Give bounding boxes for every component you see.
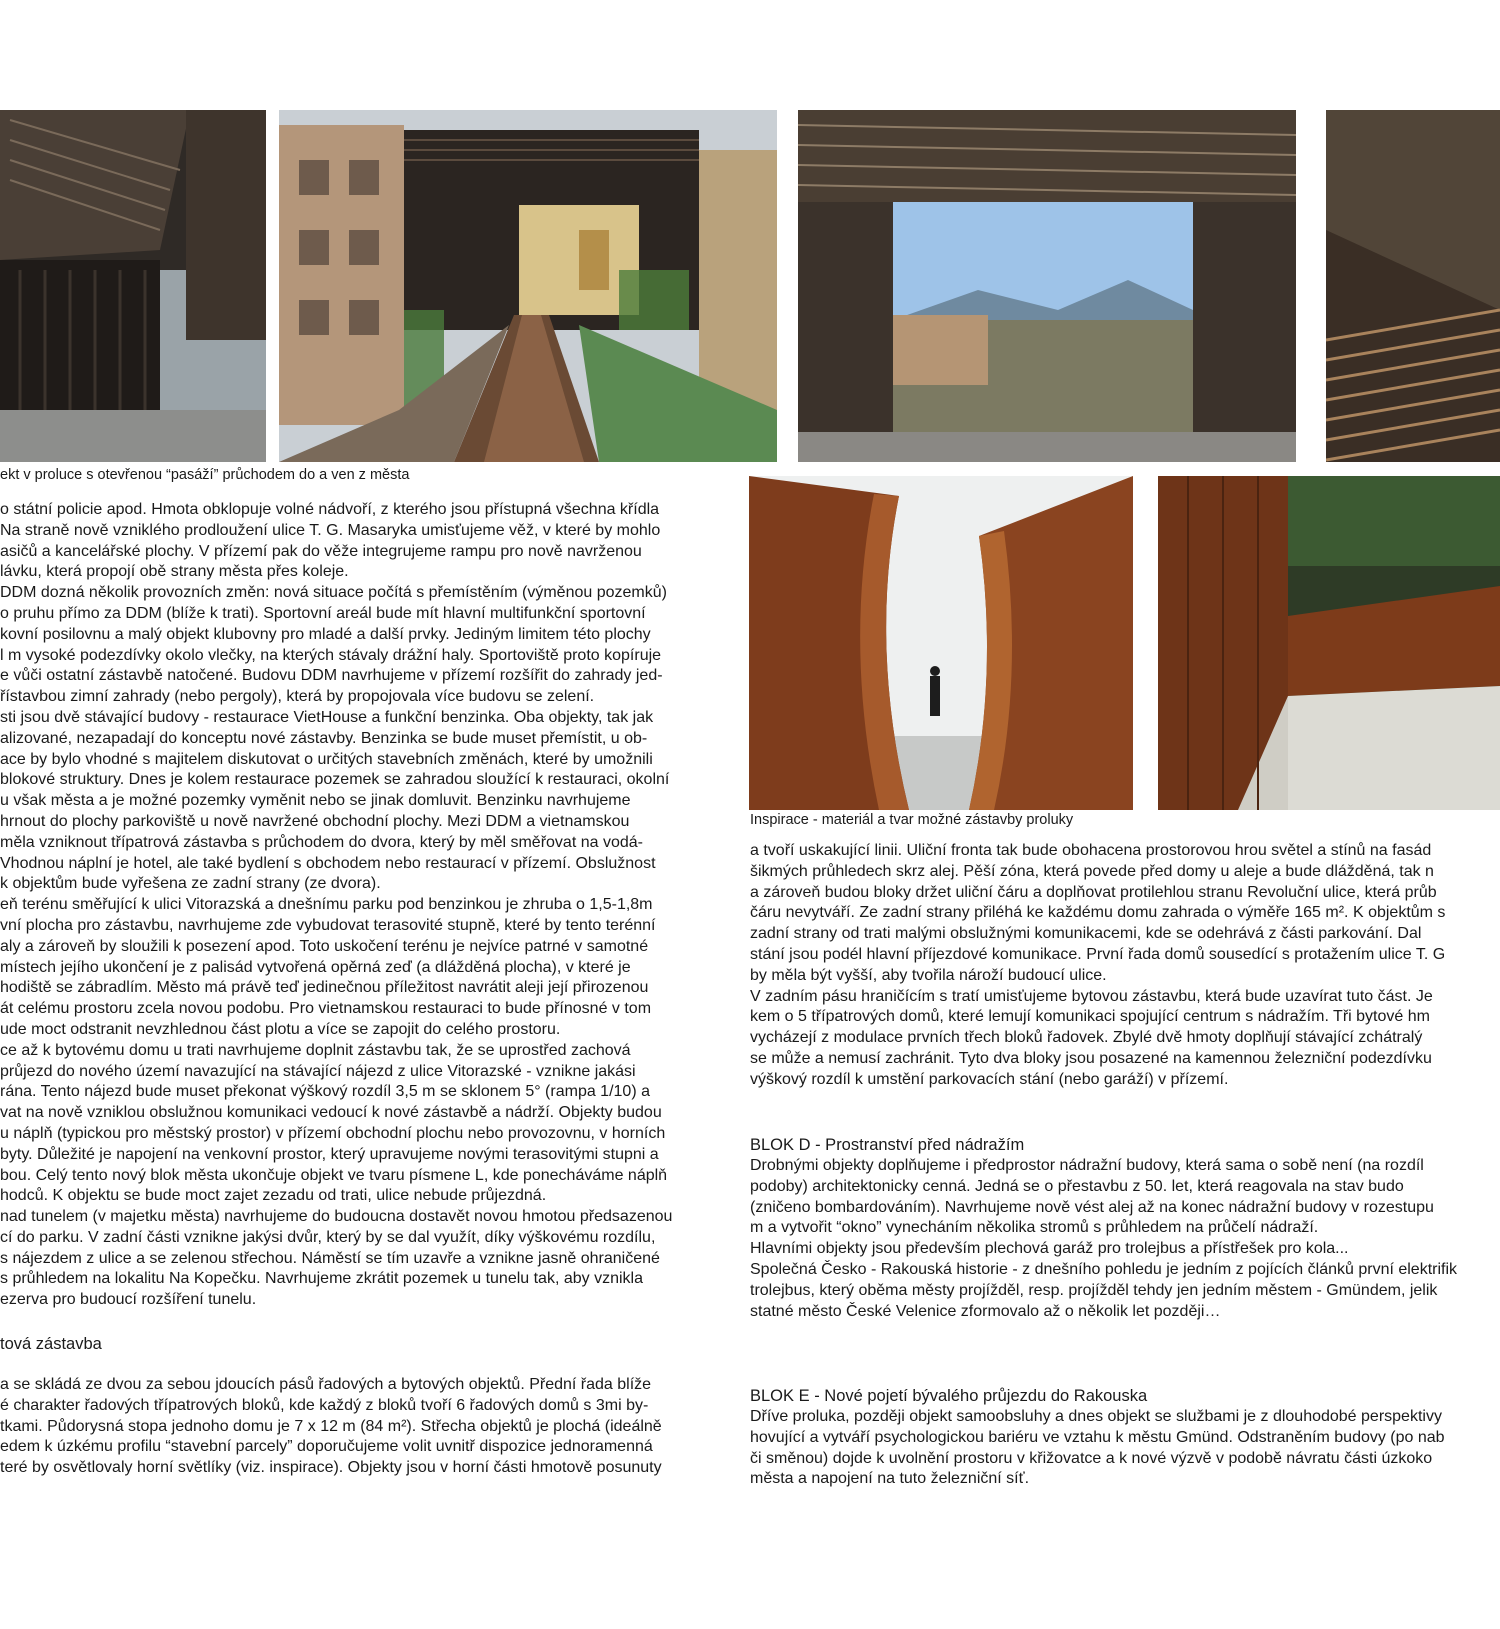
text-line: m a vytvořit “okno” vynecháním několika stromů s průhledem na průčelí nádraží. bbox=[750, 1219, 1319, 1237]
text-line: a se skládá ze dvou za sebou jdoucích pásů řadových a bytových objektů. Přední řada blíže bbox=[0, 1376, 652, 1393]
section-heading-residential: tová zástavba bbox=[0, 1335, 102, 1353]
text-line: o pruhu přímo za DDM (blíže k trati). Sportovní areál bude mít hlavní multifunkční sportovní bbox=[0, 604, 646, 622]
text-line: vní plocha pro zástavbu, navrhujeme zde vybudovat terasovité stupně, které by tento terénní bbox=[0, 916, 656, 934]
inspiration-caption: Inspirace - materiál a tvar možné zástavby proluky bbox=[750, 812, 1074, 828]
text-line: ezerva pro budoucí rozšíření tunelu. bbox=[0, 1291, 257, 1309]
text-line: DDM dozná několik provozních změn: nová situace počítá s přemístěním (výměnou pozemků) bbox=[0, 584, 667, 602]
photo-corten-curved-walls bbox=[749, 476, 1133, 810]
text-line: ce až k bytovému domu u trati navrhujeme doplnit zástavbu tak, že se uprostřed zachová bbox=[0, 1041, 631, 1059]
photo-corten-garden-walls bbox=[1158, 476, 1500, 810]
text-line: bou. Celý tento nový blok města ukončuje objekt ve tvaru písmene L, kde ponecháváme náplň bbox=[0, 1166, 668, 1184]
text-line: města a napojení na tuto železniční síť. bbox=[750, 1470, 1030, 1488]
text-line: průjezd do nového území navazující na stávající nájezd z ulice Vitorazské - vznikne jakási bbox=[0, 1062, 636, 1080]
text-line: o státní policie apod. Hmota obklopuje volné nádvoří, z kterého jsou přístupná všechna křídla bbox=[0, 501, 660, 518]
text-line: s průhledem na lokalitu Na Kopečku. Navrhujeme zkrátit pozemek u tunelu tak, aby vznikla bbox=[0, 1270, 643, 1288]
section-heading-block-d: BLOK D - Prostranství před nádražím bbox=[750, 1136, 1025, 1154]
text-line: (zničeno bombardováním). Navrhujeme nově vést alej až na konec nádražní budovy v rozestupu bbox=[750, 1198, 1434, 1216]
text-line: měla vzniknout třípatrová zástavba s průchodem do dvora, který by měl směřovat na vodá- bbox=[0, 833, 643, 851]
block-d-text bbox=[750, 1156, 1500, 1322]
text-line: s nájezdem z ulice a se zelenou střechou. Náměstí se tím uzavře a vznikne jasně ohraničené bbox=[0, 1249, 660, 1267]
text-line: át celému prostoru zcela novou podobu. Pro vietnamskou restauraci to bude přínosné v tom bbox=[0, 1000, 652, 1018]
text-line: stání jsou podél hlavní příjezdové komunikace. První řada domů sousedící s protažením ulice T. G bbox=[750, 945, 1446, 963]
text-line: čáru nevytváří. Ze zadní strany přiléhá ke každému domu zahrada o výměře 165 m². K objektům s bbox=[750, 904, 1446, 922]
text-line: či směnou) dojde k uvolnění prostoru v křižovatce a k nové výzvě v podobě návratu části úzkoko bbox=[750, 1449, 1433, 1467]
right-column-text bbox=[750, 841, 1500, 1091]
text-line: tkami. Půdorysná stopa jednoho domu je 7 x 12 m (84 m²). Střecha objektů je plochá (ideálně bbox=[0, 1417, 662, 1435]
text-line: Drobnými objekty doplňujeme i předprostor nádražní budovy, která sama o sobě není (na rozdíl bbox=[750, 1157, 1424, 1174]
top-photos-caption: ekt v proluce s otevřenou “pasáží” průchodem do a ven z města bbox=[0, 467, 410, 483]
text-line: e vůči ostatní zástavbě natočené. Budovu DDM navrhujeme v přízemí rozšířit do zahrady jed- bbox=[0, 667, 663, 685]
text-line: eň terénu směřující k ulici Vitorazská a dnešnímu parku pod benzinkou je zhruba o 1,5-1,8m bbox=[0, 896, 653, 914]
text-line: hrnout do plochy parkoviště u nově navržené obchodní plochy. Mezi DDM a vietnamskou bbox=[0, 812, 630, 830]
text-line: rána. Tento nájezd bude muset překonat výškový rozdíl 3,5 m se sklonem 5° (rampa 1/10) a bbox=[0, 1083, 650, 1101]
text-line: trolejbus, který oběma městy projížděl, resp. projížděl tehdy jen jedním městem - Gmündem, jelik bbox=[750, 1281, 1438, 1299]
text-line: sti jsou dvě stávající budovy - restaurace VietHouse a funkční benzinka. Oba objekty, tak jak bbox=[0, 708, 654, 726]
text-line: podoby) architektonicky cenná. Jedná se o přestavbu z 50. let, která reagovala na stav budo bbox=[750, 1177, 1404, 1195]
text-line: hovující a vytváří psychologickou bariéru ve vztahu k městu Gmünd. Odstraněním budovy (po nab bbox=[750, 1428, 1445, 1446]
text-line: teré by osvětlovaly horní světlíky (viz. inspirace). Objekty jsou v horní části hmotově posunuty bbox=[0, 1459, 662, 1477]
text-line: alizované, nezapadají do konceptu nové zástavby. Benzinka se bude muset přemístit, u ob- bbox=[0, 729, 648, 747]
text-line: kem o 5 třípatrových domů, které lemují komunikaci spojující centrum s nádražím. Tři bytové hm bbox=[750, 1008, 1430, 1026]
text-line: ude moct odstranit nevzhlednou část plotu a více se zapojit do celého prostoru. bbox=[0, 1020, 561, 1038]
text-line: a tvoří uskakující linii. Uliční fronta tak bude obohacena prostorovou hrou světel a stínů na fasád bbox=[750, 842, 1432, 859]
text-line: vycházejí z modulace prvních třech bloků řadovek. Zbylé dvě hmoty doplňují stávající zchátralý bbox=[750, 1029, 1423, 1047]
text-line: lávku, která propojí obě strany města přes koleje. bbox=[0, 563, 349, 581]
text-line: l m vysoké podezdívky okolo vlečky, na kterých stávaly drážní haly. Sportoviště proto kopíruje bbox=[0, 646, 662, 664]
text-line: hodiště se zábradlím. Město má právě teď jedinečnou příležitost navrátit aleji její přirozenou bbox=[0, 979, 649, 997]
text-line: Dříve proluka, později objekt samoobsluhy a dnes objekt se službami je z dlouhodobé perspektivy bbox=[750, 1408, 1442, 1425]
photo-slatted-wall-detail bbox=[1326, 110, 1500, 462]
text-line: výškový rozdíl k umstění parkovacích stání (nebo garáží) v přízemí. bbox=[750, 1070, 1229, 1088]
text-line: hodců. K objektu se bude moct zajet zezadu od trati, ulice nebude průjezdná. bbox=[0, 1187, 547, 1205]
photo-canopy-landscape-view bbox=[798, 110, 1296, 462]
left-column-text bbox=[0, 500, 720, 1311]
text-line: se může a nemusí zachránit. Tyto dva bloky jsou posazené na kamennou železniční podezdívku bbox=[750, 1049, 1432, 1067]
text-line: V zadním pásu hraničícím s tratí umisťujeme bytovou zástavbu, která bude uzavírat tuto část. Je bbox=[750, 987, 1433, 1005]
text-line: aly a zároveň by sloužili k posezení apod. Toto uskočení terénu je nejvíce patrné v samotné bbox=[0, 937, 649, 955]
text-line: Společná Česko - Rakouská historie - z dnešního pohledu je jedním z pojících článků první elektrifik bbox=[750, 1260, 1458, 1278]
text-line: nad tunelem (v majetku města) navrhujeme do budoucna dostavět novou hmotou předsazenou bbox=[0, 1208, 673, 1226]
left-column-text-residential bbox=[0, 1375, 720, 1479]
text-line: byty. Důležité je napojení na venkovní prostor, který upravujeme novými terasovitými stupni a bbox=[0, 1145, 659, 1163]
text-line: asičů a kancelářské plochy. V přízemí pak do věže integrujeme rampu pro nově navrženou bbox=[0, 542, 642, 560]
text-line: cí do parku. V zadní části vznikne jakýsi dvůr, který by se dal využít, díky výškovému rozdílu, bbox=[0, 1228, 656, 1246]
text-line: u náplň (typickou pro městský prostor) v přízemí obchodní plochu nebo provozovnu, v horních bbox=[0, 1124, 666, 1142]
text-line: ace by bylo vhodné s majitelem diskutovat o určitých stavebních změnách, které by umožnili bbox=[0, 750, 653, 768]
text-line: šikmých průhledech skrz alej. Pěší zóna, která povede před domy u aleje a bude dlážděná, tak n bbox=[750, 862, 1434, 880]
text-line: Hlavními objekty jsou především plechová garáž pro trolejbus a přístřešek pro kola... bbox=[750, 1240, 1349, 1258]
text-line: vat na nově vzniklou obslužnou komunikaci vedoucí k nové zástavbě a nádrží. Objekty budou bbox=[0, 1104, 662, 1122]
photo-footbridge-steel-frame bbox=[279, 110, 777, 462]
text-line: statné město České Velenice zformovalo až o několik let později… bbox=[750, 1302, 1221, 1320]
text-line: řístavbou zimní zahrady (nebo pergoly), která by propojovala více budovu se zelení. bbox=[0, 688, 595, 706]
block-e-text bbox=[750, 1407, 1500, 1490]
text-line: u však města a je možné pozemky vyměnit nebo se jinak domluvit. Benzinku navrhujeme bbox=[0, 792, 631, 810]
text-line: místech jejího ukončení je z palisád vytvořená opěrná zeď (a dlážděná plocha), v které je bbox=[0, 958, 631, 976]
section-heading-block-e: BLOK E - Nové pojetí bývalého průjezdu do Rakouska bbox=[750, 1387, 1148, 1405]
text-line: zadní strany od trati malými obslužnými komunikacemi, kde se odehrává z části parkování. Dal bbox=[750, 925, 1422, 943]
text-line: a zároveň budou bloky držet uliční čáru a doplňovat protilehlou stranu Revoluční ulice, která průb bbox=[750, 883, 1437, 901]
text-line: by měla být vyšší, aby tvořila nároží budoucí ulice. bbox=[750, 966, 1107, 984]
text-line: kovní posilovnu a malý objekt klubovny pro mladé a další prvky. Jediným limitem této plochy bbox=[0, 625, 651, 643]
photo-pavilion-interior bbox=[0, 110, 266, 462]
text-line: Na straně nově vzniklého prodloužení ulice T. G. Masaryka umisťujeme věž, v které by mohlo bbox=[0, 521, 661, 539]
text-line: edem k úzkému profilu “stavební parcely” doporučujeme volit uvnitř dispozice jednoramenná bbox=[0, 1438, 653, 1456]
text-line: é charakter řadových třípatrových bloků, kde každý z bloků tvoří 6 řadových domů s 3mi by- bbox=[0, 1396, 649, 1414]
text-line: k objektům bude vyřešena ze zadní strany (ze dvora). bbox=[0, 875, 381, 893]
text-line: blokové struktury. Dnes je kolem restaurace pozemek se zahradou sloužící k restauraci, okolní bbox=[0, 771, 670, 789]
text-line: Vhodnou náplní je hotel, ale také bydlení s obchodem nebo restaurací v přízemí. Obslužnost bbox=[0, 854, 656, 872]
